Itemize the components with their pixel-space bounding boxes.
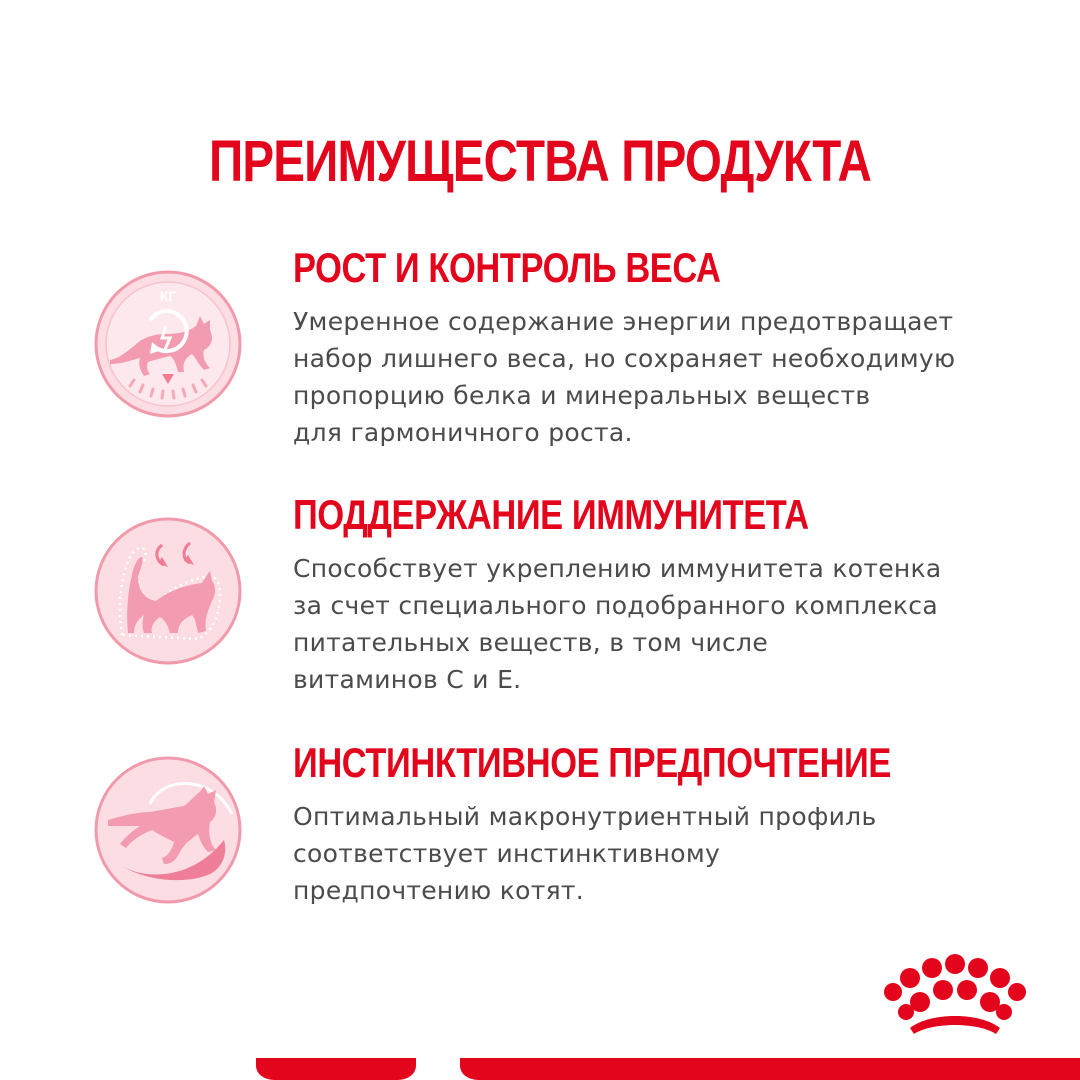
kitten-immunity-icon [92,515,244,667]
benefit-description [293,798,993,909]
description-line: за счет специального подобранного комплекса [293,591,938,620]
description-line: для гармоничного роста. [293,418,633,447]
cat-weight-scale-icon [92,268,244,420]
description-line: предпочтению котят. [293,876,585,905]
description-line: Умеренное содержание энергии предотвращает [293,307,954,336]
weight-label: КГ [159,288,177,304]
cat-jumping-icon [92,754,244,906]
benefit-description [293,303,993,451]
description-line: витаминов C и E. [293,665,522,694]
royal-canin-crown-logo [880,952,1030,1036]
decorative-bottom-bar [460,1058,1080,1080]
description-line: пропорцию белка и минеральных веществ [293,381,871,410]
benefit-title: ИНСТИНКТИВНОЕ ПРЕДПОЧТЕНИЕ [293,739,891,786]
decorative-bottom-bar [256,1058,416,1080]
benefit-title: ПОДДЕРЖАНИЕ ИММУНИТЕТА [293,491,809,538]
page-title: ПРЕИМУЩЕСТВА ПРОДУКТА [208,129,872,194]
description-line: питательных веществ, в том числе [293,628,769,657]
description-line: Оптимальный макронутриентный профиль [293,802,877,831]
description-line: соответствует инстинктивному [293,839,721,868]
benefit-title: РОСТ И КОНТРОЛЬ ВЕСА [293,244,721,291]
benefit-description [293,550,993,698]
description-line: набор лишнего веса, но сохраняет необходимую [293,344,956,373]
description-line: Способствует укреплению иммунитета котенка [293,554,942,583]
